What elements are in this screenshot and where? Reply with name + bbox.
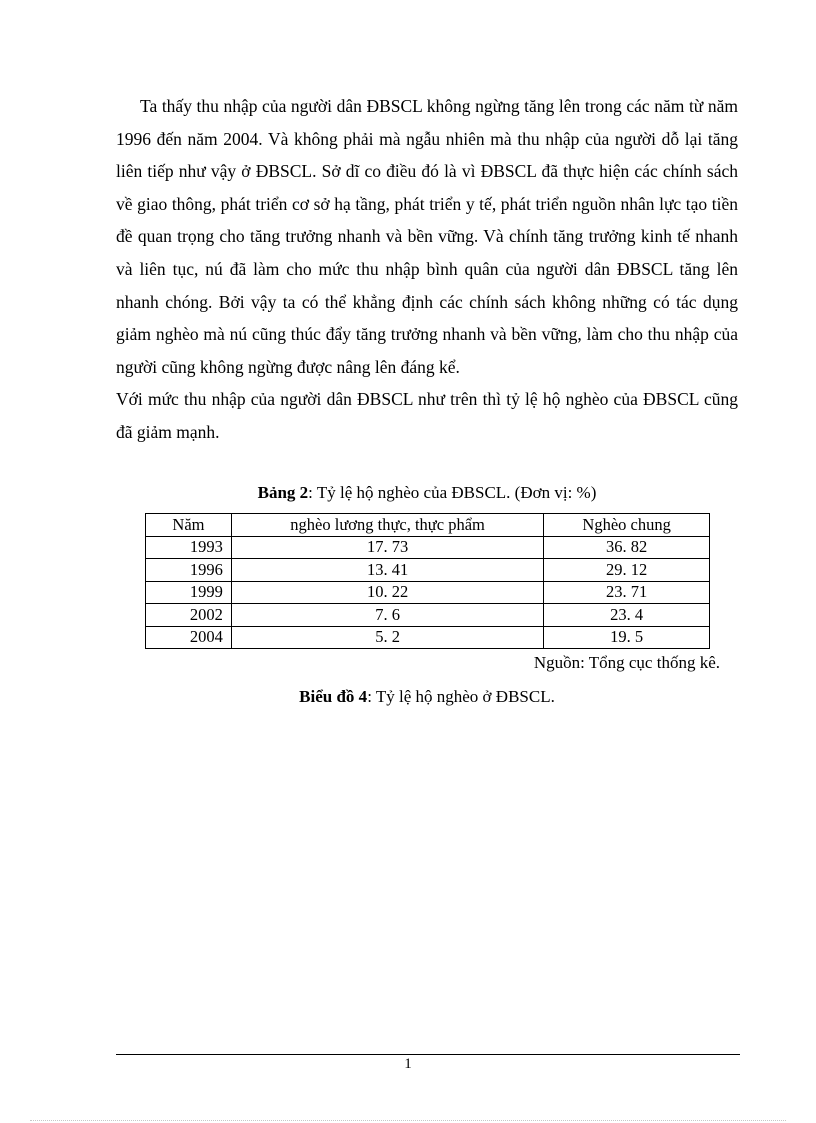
table-caption-label: Bảng 2 — [257, 483, 309, 502]
cell-year: 2002 — [146, 604, 232, 627]
cell-food-poverty: 5. 2 — [231, 626, 543, 649]
header-general-poverty: Nghèo chung — [544, 514, 710, 537]
cell-food-poverty: 17. 73 — [231, 536, 543, 559]
table-caption — [116, 482, 738, 504]
cell-food-poverty: 13. 41 — [231, 559, 543, 582]
table-row — [146, 536, 710, 559]
poverty-rate-table — [145, 513, 710, 649]
page-number: 1 — [404, 1056, 412, 1072]
cell-general-poverty: 23. 71 — [544, 581, 710, 604]
paragraph-poverty: Với mức thu nhập của người dân ĐBSCL như trên thì tỷ lệ hộ nghèo của ĐBSCL cũng đã giảm mạnh. — [116, 389, 738, 442]
table-row — [146, 581, 710, 604]
paragraph-income: Ta thấy thu nhập của người dân ĐBSCL không ngừng tăng lên trong các năm từ năm 1996 đến năm 2004. Và không phải mà ngẫu nhiên mà thu nhập của người dỗ lại tăng liên tiếp như vậy ở ĐBSCL. Sở dĩ co điều đó là vì ĐBSCL đã thực hiện các chính sách về giao thông, phát triển cơ sở hạ tầng, phát triển y tế, phát triển nguồn nhân lực tạo tiền đề quan trọng cho tăng trưởng nhanh và bền vững. Và chính tăng trưởng kinh tế nhanh và liên tục, nú đã làm cho mức thu nhập bình quân của người dân ĐBSCL tăng lên nhanh chóng. Bởi vậy ta có thể khẳng định các chính sách không những có tác dụng giảm nghèo mà nú cũng thúc đẩy tăng trưởng nhanh và bền vững, làm cho thu nhập của người cũng không ngừng được nâng lên đáng kể. — [116, 96, 738, 377]
table-row — [146, 626, 710, 649]
table-header-row — [146, 514, 710, 537]
cell-year: 2004 — [146, 626, 232, 649]
cell-food-poverty: 10. 22 — [231, 581, 543, 604]
table-caption-text: : Tỷ lệ hộ nghèo của ĐBSCL. (Đơn vị: %) — [308, 483, 597, 502]
cell-year: 1999 — [146, 581, 232, 604]
page-edge-divider — [30, 1120, 786, 1121]
cell-year: 1996 — [146, 559, 232, 582]
table-row — [146, 559, 710, 582]
cell-general-poverty: 19. 5 — [544, 626, 710, 649]
chart-caption — [116, 686, 738, 708]
table-source: Nguồn: Tổng cục thống kê. — [533, 653, 720, 672]
cell-general-poverty: 29. 12 — [544, 559, 710, 582]
cell-general-poverty: 36. 82 — [544, 536, 710, 559]
header-year: Năm — [146, 514, 232, 537]
body-text — [116, 90, 738, 449]
table-row — [146, 604, 710, 627]
chart-caption-text: : Tỷ lệ hộ nghèo ở ĐBSCL. — [367, 687, 555, 706]
header-food-poverty: nghèo lương thực, thực phẩm — [231, 514, 543, 537]
cell-general-poverty: 23. 4 — [544, 604, 710, 627]
cell-year: 1993 — [146, 536, 232, 559]
cell-food-poverty: 7. 6 — [231, 604, 543, 627]
footer-divider — [116, 1054, 740, 1055]
chart-caption-label: Biểu đồ 4 — [299, 687, 368, 706]
